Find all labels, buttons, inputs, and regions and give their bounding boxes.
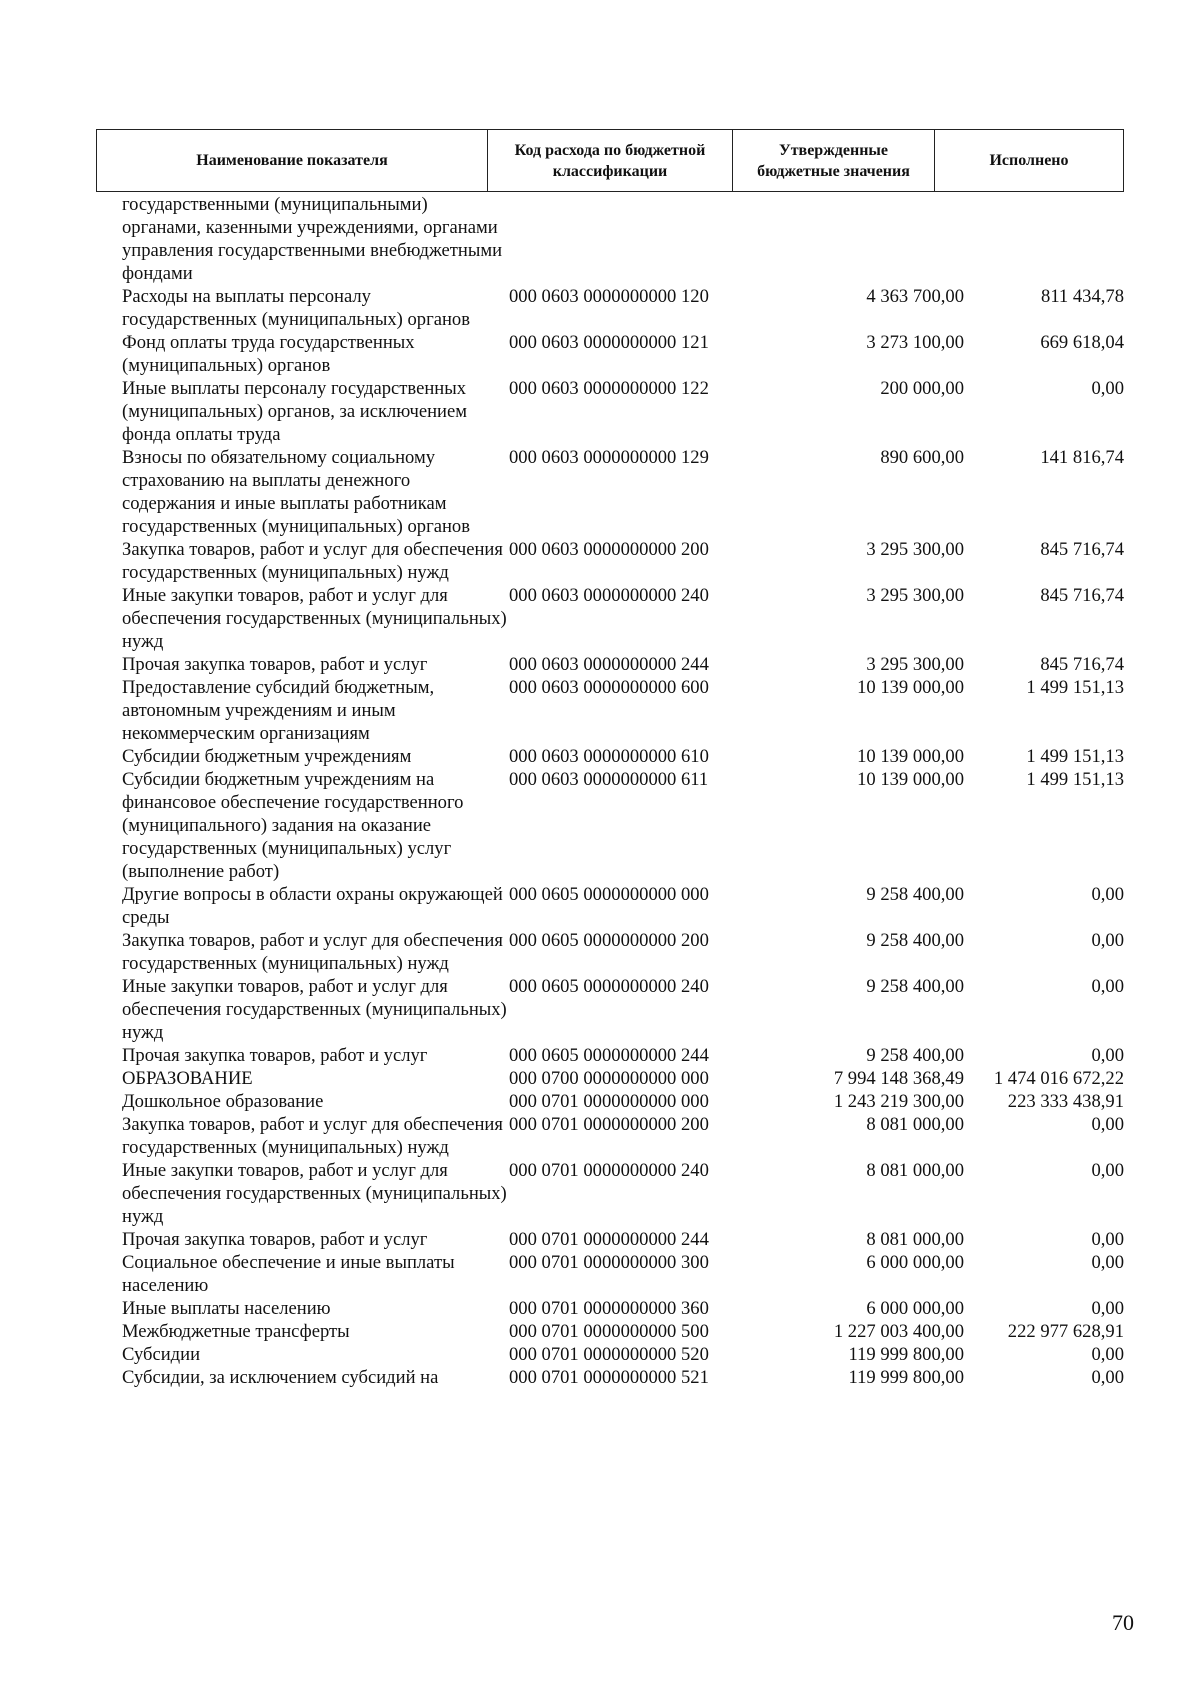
row-name: Прочая закупка товаров, работ и услуг xyxy=(122,654,428,675)
table-row xyxy=(122,446,1124,538)
table-row xyxy=(122,1228,1124,1251)
table-row xyxy=(122,1090,1124,1113)
row-code: 000 0603 0000000000 200 xyxy=(509,539,709,560)
row-executed: 669 618,04 xyxy=(1040,332,1124,353)
row-executed: 0,00 xyxy=(1091,1367,1124,1388)
row-name: Социальное обеспечение и иные выплаты населению xyxy=(122,1252,455,1296)
table-row xyxy=(122,1067,1124,1090)
row-executed: 0,00 xyxy=(1091,1114,1124,1135)
table-row xyxy=(122,1320,1124,1343)
table-row xyxy=(122,883,1124,929)
row-approved: 7 994 148 368,49 xyxy=(833,1068,964,1089)
table-row xyxy=(122,538,1124,584)
row-approved: 3 295 300,00 xyxy=(866,585,964,606)
row-name: Субсидии бюджетным учреждениям на финансовое обеспечение государственного (муниципального) задания на оказание государственных (муниципальных) услуг (выполнение работ) xyxy=(122,769,464,882)
row-code: 000 0701 0000000000 520 xyxy=(509,1344,709,1365)
row-executed: 223 333 438,91 xyxy=(1007,1091,1124,1112)
row-name: Закупка товаров, работ и услуг для обеспечения государственных (муниципальных) нужд xyxy=(122,1114,503,1158)
table-row xyxy=(122,1297,1124,1320)
row-executed: 1 499 151,13 xyxy=(1026,746,1124,767)
row-approved: 1 227 003 400,00 xyxy=(833,1321,964,1342)
row-code: 000 0701 0000000000 200 xyxy=(509,1114,709,1135)
row-code: 000 0605 0000000000 200 xyxy=(509,930,709,951)
row-name: Субсидии, за исключением субсидий на xyxy=(122,1367,439,1388)
table-row xyxy=(122,676,1124,745)
row-name: Предоставление субсидий бюджетным, автономным учреждениям и иным некоммерческим организациям xyxy=(122,677,435,744)
row-code: 000 0603 0000000000 610 xyxy=(509,746,709,767)
row-approved: 8 081 000,00 xyxy=(866,1160,964,1181)
row-name: Прочая закупка товаров, работ и услуг xyxy=(122,1045,428,1066)
row-approved: 6 000 000,00 xyxy=(866,1298,964,1319)
row-code: 000 0603 0000000000 244 xyxy=(509,654,709,675)
row-name: Фонд оплаты труда государственных (муниципальных) органов xyxy=(122,332,415,376)
page-number: 70 xyxy=(1112,1610,1134,1635)
row-code: 000 0603 0000000000 122 xyxy=(509,378,709,399)
row-code: 000 0701 0000000000 360 xyxy=(509,1298,709,1319)
header-approved: Утвержденные бюджетные значения xyxy=(733,130,935,191)
row-approved: 8 081 000,00 xyxy=(866,1229,964,1250)
row-code: 000 0603 0000000000 240 xyxy=(509,585,709,606)
row-code: 000 0605 0000000000 000 xyxy=(509,884,709,905)
header-code: Код расхода по бюджетной классификации xyxy=(488,130,733,191)
row-approved: 8 081 000,00 xyxy=(866,1114,964,1135)
header-executed: Исполнено xyxy=(989,152,1069,169)
table-row xyxy=(122,653,1124,676)
row-code: 000 0701 0000000000 244 xyxy=(509,1229,709,1250)
row-name: Прочая закупка товаров, работ и услуг xyxy=(122,1229,428,1250)
table-row xyxy=(122,1366,1124,1389)
row-code: 000 0603 0000000000 120 xyxy=(509,286,709,307)
table-row xyxy=(122,331,1124,377)
row-name: Закупка товаров, работ и услуг для обеспечения государственных (муниципальных) нужд xyxy=(122,539,503,583)
row-code: 000 0603 0000000000 129 xyxy=(509,447,709,468)
row-code: 000 0605 0000000000 244 xyxy=(509,1045,709,1066)
table-row xyxy=(122,745,1124,768)
table-row xyxy=(122,377,1124,446)
row-name: ОБРАЗОВАНИЕ xyxy=(122,1068,253,1089)
row-executed: 1 499 151,13 xyxy=(1026,769,1124,790)
row-approved: 119 999 800,00 xyxy=(848,1344,964,1365)
row-approved: 9 258 400,00 xyxy=(866,1045,964,1066)
row-approved: 9 258 400,00 xyxy=(866,976,964,997)
row-executed: 1 499 151,13 xyxy=(1026,677,1124,698)
row-approved: 3 295 300,00 xyxy=(866,654,964,675)
table-header xyxy=(96,129,1124,192)
row-code: 000 0701 0000000000 300 xyxy=(509,1252,709,1273)
row-code: 000 0605 0000000000 240 xyxy=(509,976,709,997)
table-row xyxy=(122,1159,1124,1228)
row-name: Иные закупки товаров, работ и услуг для обеспечения государственных (муниципальных) нужд xyxy=(122,585,507,652)
row-approved: 4 363 700,00 xyxy=(866,286,964,307)
row-name: Субсидии xyxy=(122,1344,201,1365)
row-executed: 0,00 xyxy=(1091,1045,1124,1066)
row-approved: 9 258 400,00 xyxy=(866,930,964,951)
row-code: 000 0701 0000000000 240 xyxy=(509,1160,709,1181)
row-name: Иные закупки товаров, работ и услуг для обеспечения государственных (муниципальных) нужд xyxy=(122,976,507,1043)
header-name: Наименование показателя xyxy=(97,130,488,191)
row-name: Иные закупки товаров, работ и услуг для обеспечения государственных (муниципальных) нужд xyxy=(122,1160,507,1227)
row-approved: 3 295 300,00 xyxy=(866,539,964,560)
row-approved: 200 000,00 xyxy=(880,378,964,399)
row-executed: 141 816,74 xyxy=(1040,447,1124,468)
row-name: Закупка товаров, работ и услуг для обеспечения государственных (муниципальных) нужд xyxy=(122,930,503,974)
row-code: 000 0700 0000000000 000 xyxy=(509,1068,709,1089)
row-executed: 0,00 xyxy=(1091,1252,1124,1273)
row-name: Расходы на выплаты персоналу государственных (муниципальных) органов xyxy=(122,286,470,330)
row-code: 000 0701 0000000000 500 xyxy=(509,1321,709,1342)
row-name: государственными (муниципальными) органами, казенными учреждениями, органами управления государственными внебюджетными фондами xyxy=(122,194,503,284)
row-name: Субсидии бюджетным учреждениям xyxy=(122,746,412,767)
row-code: 000 0701 0000000000 000 xyxy=(509,1091,709,1112)
row-name: Иные выплаты персоналу государственных (муниципальных) органов, за исключением фонда оплаты труда xyxy=(122,378,468,445)
row-name: Другие вопросы в области охраны окружающей среды xyxy=(122,884,503,928)
row-code: 000 0603 0000000000 611 xyxy=(509,769,709,790)
row-executed: 0,00 xyxy=(1091,930,1124,951)
row-approved: 3 273 100,00 xyxy=(866,332,964,353)
table-row xyxy=(122,929,1124,975)
table-row xyxy=(122,1251,1124,1297)
row-executed: 0,00 xyxy=(1091,1229,1124,1250)
row-executed: 845 716,74 xyxy=(1040,654,1124,675)
row-executed: 0,00 xyxy=(1091,378,1124,399)
row-code: 000 0701 0000000000 521 xyxy=(509,1367,709,1388)
row-approved: 1 243 219 300,00 xyxy=(833,1091,964,1112)
table-row xyxy=(122,1113,1124,1159)
table-row xyxy=(122,768,1124,883)
row-approved: 10 139 000,00 xyxy=(857,746,964,767)
table-row xyxy=(122,193,1124,285)
row-name: Межбюджетные трансферты xyxy=(122,1321,350,1342)
row-executed: 0,00 xyxy=(1091,1298,1124,1319)
row-executed: 1 474 016 672,22 xyxy=(993,1068,1124,1089)
table-row xyxy=(122,285,1124,331)
row-approved: 6 000 000,00 xyxy=(866,1252,964,1273)
table-body xyxy=(122,193,1124,1389)
row-code: 000 0603 0000000000 121 xyxy=(509,332,709,353)
row-executed: 845 716,74 xyxy=(1040,539,1124,560)
row-approved: 10 139 000,00 xyxy=(857,769,964,790)
row-executed: 0,00 xyxy=(1091,884,1124,905)
table-row xyxy=(122,1343,1124,1366)
row-executed: 0,00 xyxy=(1091,976,1124,997)
row-name: Дошкольное образование xyxy=(122,1091,324,1112)
row-name: Иные выплаты населению xyxy=(122,1298,331,1319)
row-approved: 890 600,00 xyxy=(880,447,964,468)
table-row xyxy=(122,1044,1124,1067)
row-executed: 0,00 xyxy=(1091,1344,1124,1365)
row-code: 000 0603 0000000000 600 xyxy=(509,677,709,698)
row-executed: 811 434,78 xyxy=(1041,286,1124,307)
row-executed: 845 716,74 xyxy=(1040,585,1124,606)
row-executed: 0,00 xyxy=(1091,1160,1124,1181)
table-row xyxy=(122,584,1124,653)
row-approved: 119 999 800,00 xyxy=(848,1367,964,1388)
table-row xyxy=(122,975,1124,1044)
row-name: Взносы по обязательному социальному страхованию на выплаты денежного содержания и иные выплаты работникам государственных (муниципальных) органов xyxy=(122,447,470,537)
row-executed: 222 977 628,91 xyxy=(1007,1321,1124,1342)
row-approved: 10 139 000,00 xyxy=(857,677,964,698)
row-approved: 9 258 400,00 xyxy=(866,884,964,905)
